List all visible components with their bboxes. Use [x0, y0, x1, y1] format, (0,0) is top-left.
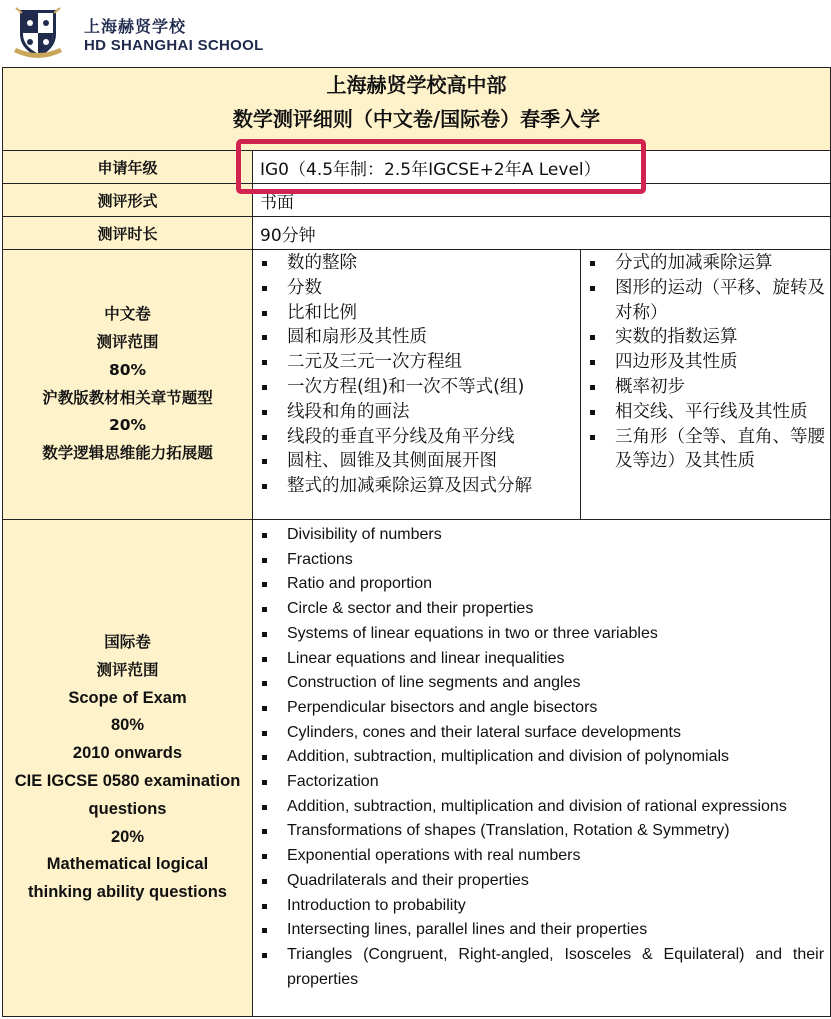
duration-value: 90分钟 — [253, 217, 831, 250]
list-item: Linear equations and linear inequalities — [253, 647, 830, 672]
page-header — [0, 0, 831, 68]
international-topics — [253, 520, 831, 1017]
list-item: Transformations of shapes (Translation, Rotation & Symmetry) — [253, 819, 830, 844]
list-item: Perpendicular bisectors and angle bisectors — [253, 696, 830, 721]
duration-label: 测评时长 — [3, 217, 253, 250]
school-name-en: HD SHANGHAI SCHOOL — [84, 37, 264, 54]
chinese-topics-right — [581, 250, 831, 520]
list-item: Ratio and proportion — [253, 572, 830, 597]
list-item: 数的整除 — [253, 251, 580, 276]
intl-label-line: 2010 onwards — [72, 744, 183, 763]
list-item: 比和比例 — [253, 301, 580, 326]
list-item: Systems of linear equations in two or three variables — [253, 622, 830, 647]
grade-value: IG0（4.5年制：2.5年IGCSE+2年A Level） — [253, 151, 831, 184]
list-item: 线段的垂直平分线及角平分线 — [253, 425, 580, 450]
list-item: 图形的运动（平移、旋转及对称） — [581, 276, 830, 326]
chinese-label-line: 中文卷 — [104, 305, 151, 324]
grade-label: 申请年级 — [3, 151, 253, 184]
intl-label-line: Mathematical logical thinking ability questions — [28, 855, 227, 902]
list-item: 分式的加减乘除运算 — [581, 251, 830, 276]
list-item: Triangles (Congruent, Right-angled, Isosceles & Equilateral) and their properties — [253, 943, 830, 992]
form-value: 书面 — [253, 184, 831, 217]
list-item: 线段和角的画法 — [253, 400, 580, 425]
list-item: 二元及三元一次方程组 — [253, 350, 580, 375]
list-item: Cylinders, cones and their lateral surface developments — [253, 721, 830, 746]
list-item: 实数的指数运算 — [581, 325, 830, 350]
intl-label-line: 20% — [110, 827, 145, 846]
list-item: 分数 — [253, 276, 580, 301]
international-paper-label — [3, 520, 253, 1017]
intl-label-line: 80% — [110, 716, 145, 735]
list-item: Quadrilaterals and their properties — [253, 869, 830, 894]
chinese-topics-left — [253, 250, 581, 520]
title-line-2: 数学测评细则（中文卷/国际卷）春季入学 — [232, 107, 601, 131]
chinese-label-line: 20% — [108, 416, 147, 435]
chinese-label-line: 数学逻辑思维能力拓展题 — [42, 444, 213, 463]
chinese-paper-label — [3, 250, 253, 520]
list-item: 相交线、平行线及其性质 — [581, 400, 830, 425]
school-name-cn: 上海赫贤学校 — [84, 17, 187, 36]
intl-label-line: Scope of Exam — [68, 688, 187, 707]
title-line-1: 上海赫贤学校高中部 — [326, 73, 507, 97]
intl-label-line: CIE IGCSE 0580 examination questions — [14, 772, 241, 818]
list-item: Introduction to probability — [253, 894, 830, 919]
chinese-label-line: 测评范围 — [96, 332, 159, 351]
list-item: 四边形及其性质 — [581, 350, 830, 375]
intl-label-line: 国际卷 — [104, 633, 151, 652]
list-item: Fractions — [253, 548, 830, 573]
assessment-table — [2, 67, 831, 1017]
list-item: Addition, subtraction, multiplication and division of polynomials — [253, 745, 830, 770]
list-item: Divisibility of numbers — [253, 523, 830, 548]
list-item: Factorization — [253, 770, 830, 795]
list-item: 一次方程(组)和一次不等式(组) — [253, 375, 580, 400]
grade-highlight-box — [236, 139, 646, 194]
list-item: Circle & sector and their properties — [253, 597, 830, 622]
chinese-label-line: 80% — [108, 360, 147, 379]
list-item: 圆柱、圆锥及其侧面展开图 — [253, 449, 580, 474]
list-item: 三角形（全等、直角、等腰及等边）及其性质 — [581, 425, 830, 475]
list-item: 圆和扇形及其性质 — [253, 325, 580, 350]
list-item: Intersecting lines, parallel lines and their properties — [253, 918, 830, 943]
list-item: 整式的加减乘除运算及因式分解 — [253, 474, 580, 499]
school-crest-logo — [10, 4, 66, 62]
list-item: 概率初步 — [581, 375, 830, 400]
list-item: Addition, subtraction, multiplication and division of rational expressions — [253, 795, 830, 820]
chinese-label-line: 沪教版教材相关章节题型 — [42, 388, 213, 407]
list-item: Construction of line segments and angles — [253, 671, 830, 696]
list-item: Exponential operations with real numbers — [253, 844, 830, 869]
intl-label-line: 测评范围 — [96, 660, 159, 679]
form-label: 测评形式 — [3, 184, 253, 217]
